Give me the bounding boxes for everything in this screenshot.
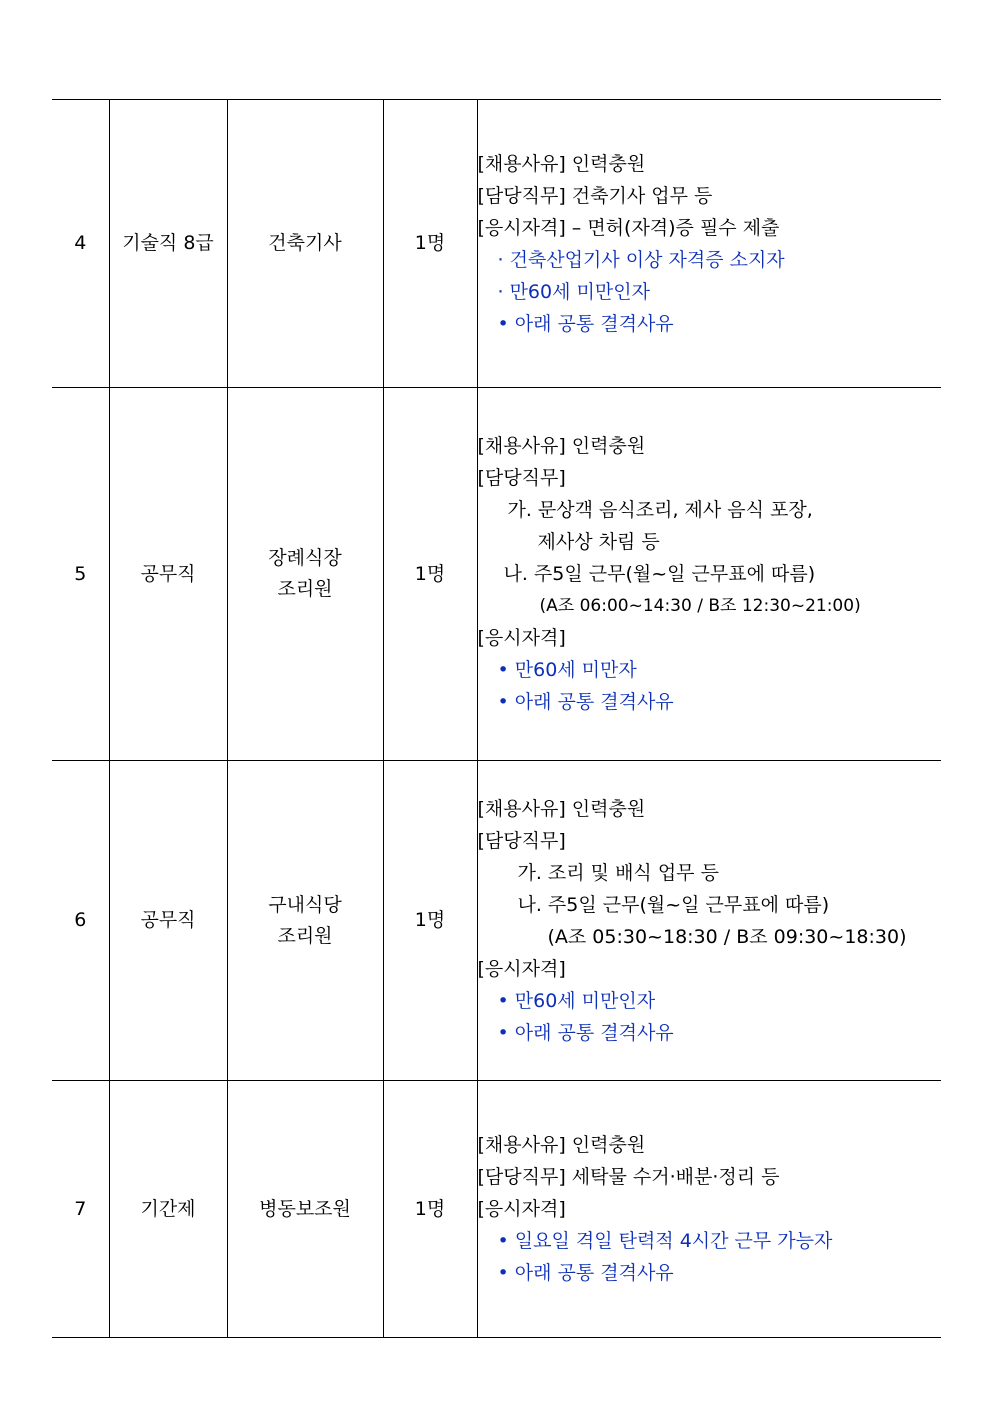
detail-line: [채용사유] 인력충원: [477, 1134, 646, 1156]
headcount: 1명: [383, 388, 477, 761]
job-category: 기간제: [109, 1081, 227, 1338]
position-line: 건축기사: [268, 232, 342, 254]
detail-line: [채용사유] 인력충원: [477, 435, 646, 457]
detail-line: [담당직무] 건축기사 업무 등: [477, 184, 713, 207]
detail-line: [응시자격]: [477, 957, 566, 980]
position-line: 조리원: [277, 578, 333, 600]
detail-line: [채용사유] 인력충원: [477, 797, 646, 820]
position-name: [227, 761, 383, 1081]
detail-line: [담당직무]: [477, 467, 566, 489]
detail-line: 나. 주5일 근무(월~일 근무표에 따름): [517, 893, 830, 916]
detail-line: 가. 조리 및 배식 업무 등: [517, 861, 719, 884]
table-row: [52, 761, 941, 1081]
table-row: [52, 388, 941, 761]
table-row: [52, 100, 941, 388]
detail-bullet: • 아래 공통 결격사유: [497, 1021, 674, 1044]
headcount: 1명: [383, 100, 477, 388]
position-name: [227, 388, 383, 761]
row-number: 7: [52, 1081, 109, 1338]
position-line: 조리원: [277, 924, 333, 947]
recruitment-table: [52, 99, 941, 1338]
detail-line: [담당직무] 세탁물 수거·배분·정리 등: [477, 1166, 780, 1188]
job-category: 공무직: [109, 761, 227, 1081]
job-details: [477, 1081, 941, 1338]
detail-line: 가. 문상객 음식조리, 제사 음식 포장,: [507, 499, 813, 521]
detail-bullet: • 만60세 미만인자: [497, 989, 656, 1012]
job-details: [477, 761, 941, 1081]
detail-bullet: • 아래 공통 결격사유: [497, 1262, 674, 1284]
detail-bullet: • 아래 공통 결격사유: [497, 691, 674, 713]
detail-line: [응시자격]: [477, 1198, 566, 1220]
detail-line: [응시자격]: [477, 627, 566, 649]
detail-line: 제사상 차림 등: [537, 531, 660, 553]
detail-line: (A조 05:30~18:30 / B조 09:30~18:30): [547, 925, 907, 948]
position-line: 구내식당: [268, 893, 342, 916]
headcount: 1명: [383, 1081, 477, 1338]
detail-line: [응시자격] – 면허(자격)증 필수 제출: [477, 216, 780, 239]
row-number: 6: [52, 761, 109, 1081]
row-number: 5: [52, 388, 109, 761]
detail-bullet: • 만60세 미만자: [497, 659, 637, 681]
detail-line: (A조 06:00~14:30 / B조 12:30~21:00): [539, 596, 861, 616]
job-details: [477, 388, 941, 761]
detail-line: [담당직무]: [477, 829, 566, 852]
position-name: [227, 1081, 383, 1338]
row-number: 4: [52, 100, 109, 388]
detail-line: 나. 주5일 근무(월~일 근무표에 따름): [503, 563, 816, 585]
detail-bullet: • 아래 공통 결격사유: [497, 312, 674, 335]
table-row: [52, 1081, 941, 1338]
job-details: [477, 100, 941, 388]
detail-bullet: · 건축산업기사 이상 자격증 소지자: [497, 248, 785, 271]
job-category: 공무직: [109, 388, 227, 761]
position-name: [227, 100, 383, 388]
detail-bullet: · 만60세 미만인자: [497, 280, 650, 303]
position-line: 장례식장: [268, 547, 342, 569]
job-category: 기술직 8급: [109, 100, 227, 388]
detail-bullet: • 일요일 격일 탄력적 4시간 근무 가능자: [497, 1230, 833, 1252]
detail-line: [채용사유] 인력충원: [477, 152, 646, 175]
headcount: 1명: [383, 761, 477, 1081]
position-line: 병동보조원: [259, 1197, 351, 1220]
